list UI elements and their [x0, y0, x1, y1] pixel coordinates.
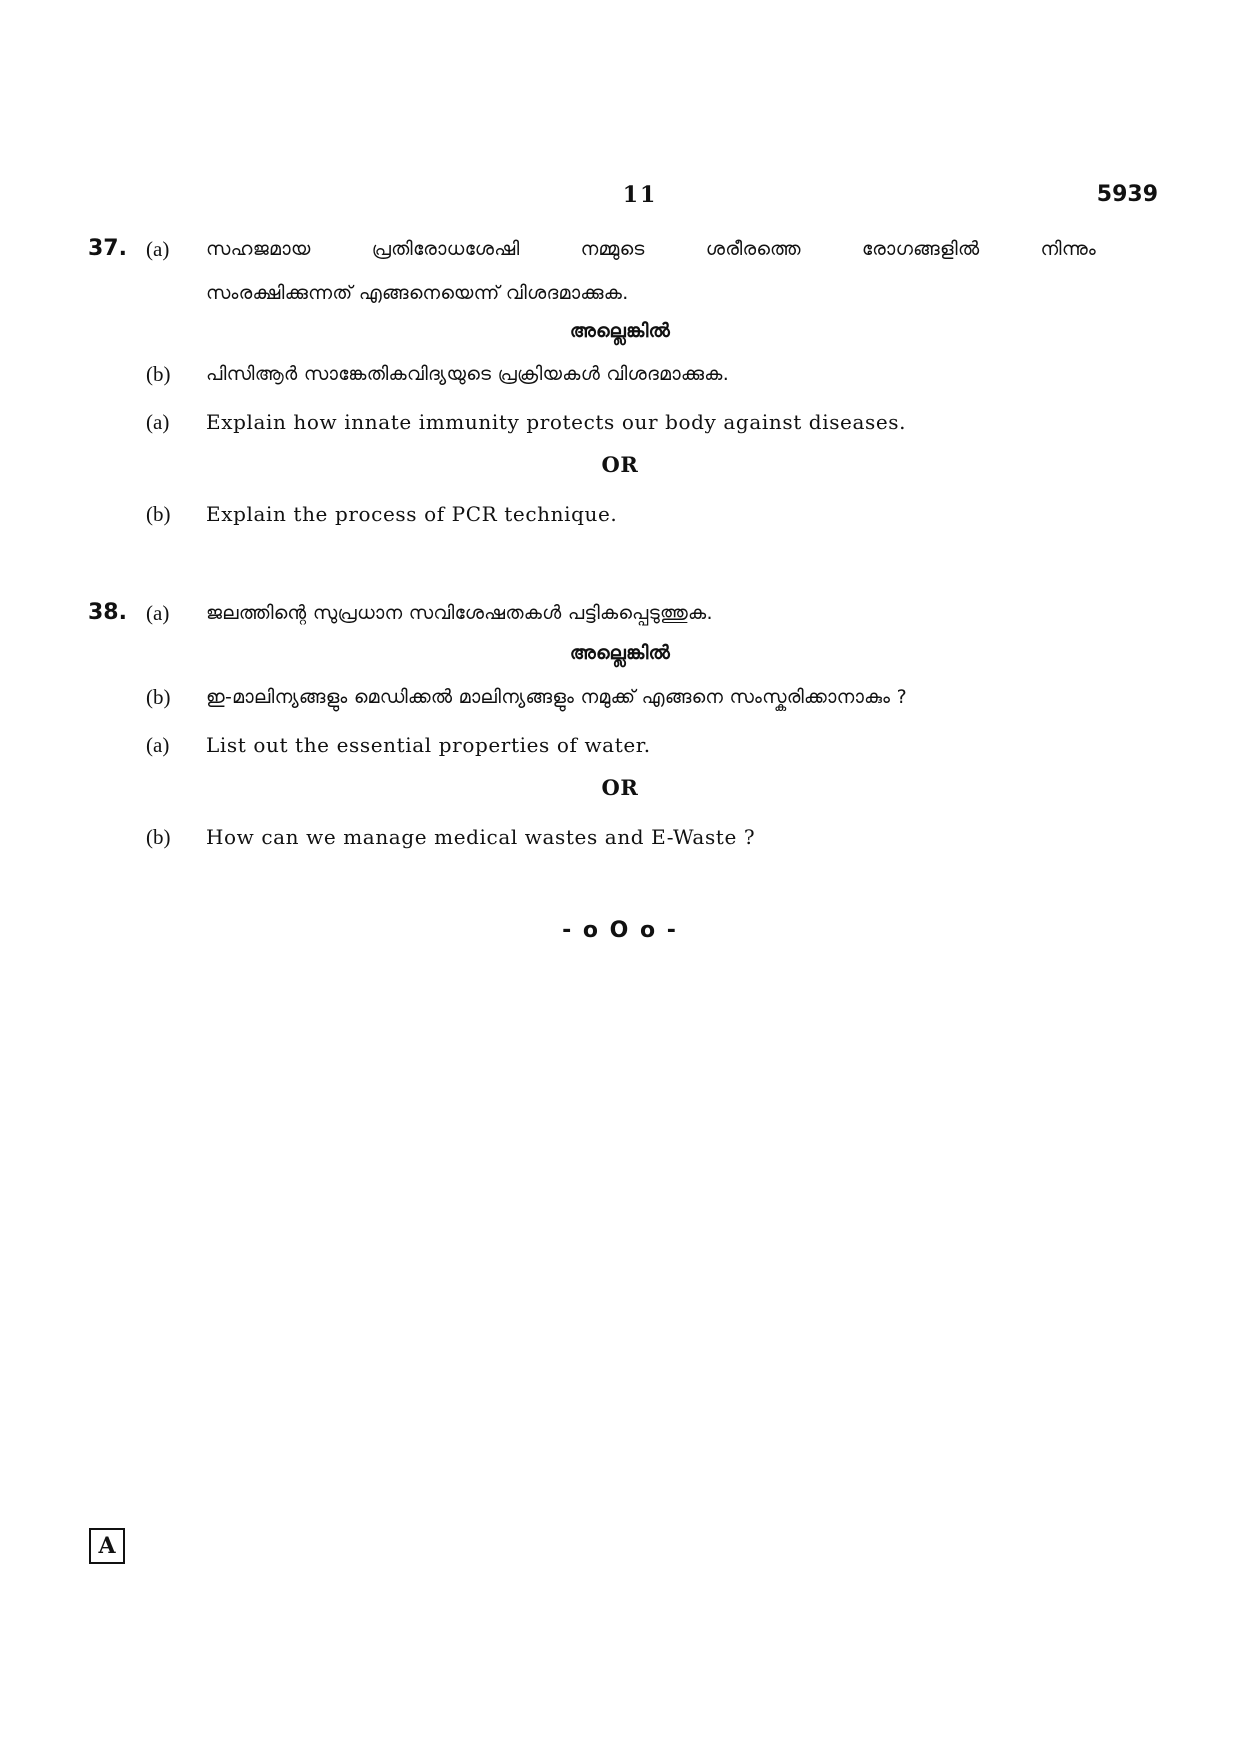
question-number: 37. — [88, 236, 127, 261]
option-label: (b) — [146, 502, 171, 526]
option-label: (a) — [146, 237, 170, 261]
or-label-en: OR — [601, 775, 639, 800]
option-label: (a) — [146, 601, 170, 625]
question-text-ml: ജലത്തിന്റെ സുപ്രധാന സവിശേഷതകൾ പട്ടികപ്പെടുത്തുക. — [206, 602, 713, 624]
option-label: (b) — [146, 825, 171, 849]
question-text-en: Explain the process of PCR technique. — [206, 502, 618, 526]
option-label: (b) — [146, 362, 171, 386]
end-mark: - o O o - — [562, 918, 678, 943]
question-text-ml: സംരക്ഷിക്കുന്നത് എങ്ങനെയെന്ന് വിശദമാക്കുക. — [206, 282, 629, 304]
question-text-ml: ഇ-മാലിന്യങ്ങളും മെഡിക്കൽ മാലിന്യങ്ങളും നമുക്ക് എങ്ങനെ സംസ്കരിക്കാനാകും ? — [206, 686, 907, 708]
or-label-ml: അല്ലെങ്കിൽ — [569, 320, 671, 342]
page-number: 11 — [622, 182, 658, 208]
option-label: (a) — [146, 410, 170, 434]
set-code-box: A — [89, 1528, 125, 1564]
question-text-ml: പിസിആർ സാങ്കേതികവിദ്യയുടെ പ്രക്രിയകൾ വിശദമാക്കുക. — [206, 363, 730, 385]
question-text-ml: സഹജമായ പ്രതിരോധശേഷി നമ്മുടെ ശരീരത്തെ രോഗങ്ങളിൽ നിന്നും — [206, 238, 1096, 260]
question-text-en: List out the essential properties of water. — [206, 733, 651, 757]
option-label: (a) — [146, 733, 170, 757]
question-text-en: How can we manage medical wastes and E-Waste ? — [206, 825, 756, 849]
question-text-en: Explain how innate immunity protects our body against diseases. — [206, 410, 907, 434]
or-label-ml: അല്ലെങ്കിൽ — [569, 642, 671, 664]
question-number: 38. — [88, 600, 127, 625]
or-label-en: OR — [601, 452, 639, 477]
paper-code: 5939 — [1096, 182, 1158, 207]
option-label: (b) — [146, 685, 171, 709]
